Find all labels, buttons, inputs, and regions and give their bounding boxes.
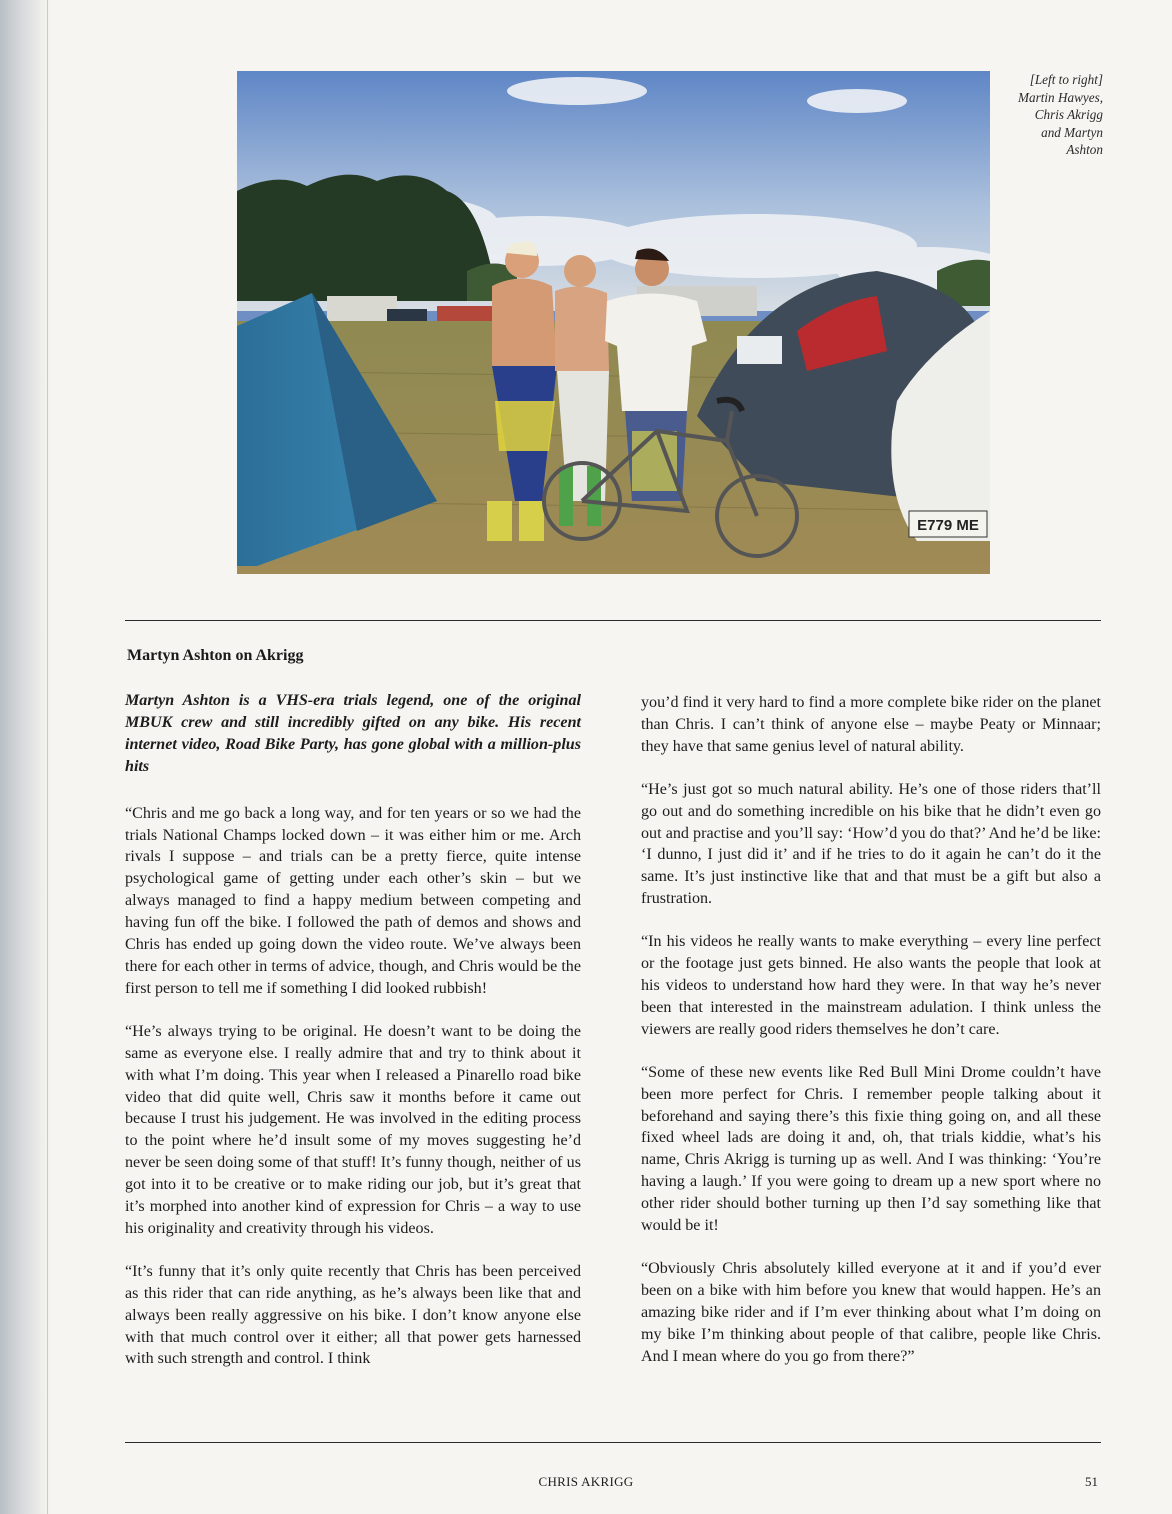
body-paragraph: “In his videos he really wants to make everything – every line perfect or the footage just gets binned. He also wants the people that look at his videos to understand how hard they were. In that way he’s never been that interested in the mainstream adulation. I think unless the viewers are really good riders themselves he don’t care. bbox=[641, 933, 1101, 1038]
photo-caption bbox=[963, 71, 1103, 159]
running-footer-title: CHRIS AKRIGG bbox=[538, 1474, 634, 1489]
body-paragraph: “It’s funny that it’s only quite recently that Chris has been perceived as this rider that can ride anything, as he’s always been like that and always been really aggressive on his bike. I don’t know anyone else with that much control over it either; all that power gets harnessed with such strength and control. I think bbox=[125, 1262, 581, 1368]
caption-line: [Left to right] bbox=[1029, 72, 1103, 87]
caption-line: and Martyn bbox=[1041, 124, 1103, 140]
body-paragraph: “Obviously Chris absolutely killed everyone at it and if you’d ever been on a bike with him before you knew that would happen. He’s an amazing bike rider and if I’m ever thinking about what I’m doing on my bike I’m thinking about people of that calibre, people like Chris. And I mean where do you go from there?” bbox=[641, 1259, 1101, 1365]
body-paragraph: “He’s just got so much natural ability. He’s one of those riders that’ll go out and do something incredible on his bike that he didn’t even go out and practise and you’ll say: ‘How’d you do that?’ And he’d be like: ‘I dunno, I just did it’ and if he tries to do it again he can’t do it the same. It’s just instinctive like that and that must be a gift but also a frustration. bbox=[641, 780, 1101, 908]
caption-line: Chris Akrigg bbox=[1034, 107, 1103, 122]
intro-paragraph: Martyn Ashton is a VHS-era trials legend, one of the original MBUK crew and still incredibly gifted on any bike. His recent internet video, Road Bike Party, has gone global with a million-plus hits bbox=[125, 692, 581, 775]
section-heading: Martyn Ashton on Akrigg bbox=[127, 647, 304, 664]
right-column bbox=[641, 692, 1101, 1388]
license-plate: E779 ME bbox=[917, 517, 979, 534]
body-paragraph: “Chris and me go back a long way, and for ten years or so we had the trials National Champs locked down – it was either him or me. Arch rivals I suppose – and trials can be a pretty fierce, quite intense psychological game of getting under each other’s skin – but we always managed to find a happy medium between competing and having fun off the bike. I followed the path of demos and shows and Chris has ended up going down the video route. We’ve always been there for each other in terms of advice, though, and Chris would be the first person to tell me if something I did looked rubbish! bbox=[125, 804, 581, 997]
top-divider bbox=[125, 620, 1101, 621]
body-paragraph: “Some of these new events like Red Bull Mini Drome couldn’t have been more perfect for Chris. I remember people talking about it beforehand and saying there’s this fixie thing going on, and all these fixed wheel lads are doing it and, oh, that trials kiddie, what’s his name, Chris Akrigg is turning up as well. And I was thinking: ‘You’re having a laugh.’ If you were going to dream up a new sport where no other rider should bother turning up then I’d say something like that would be it! bbox=[641, 1063, 1101, 1235]
caption-line: Ashton bbox=[1066, 142, 1103, 157]
book-gutter bbox=[0, 0, 52, 1514]
photo-riders-at-campsite bbox=[237, 71, 990, 574]
page-number: 51 bbox=[1085, 1474, 1098, 1489]
left-column bbox=[125, 690, 581, 1391]
body-paragraph: “He’s always trying to be original. He doesn’t want to be doing the same as everyone else. I really admire that and try to think about it with what I’m doing. This year when I released a Pinarello road bike video that did quite well, Chris saw it months before it came out because I trust his judgement. He was involved in the editing process to the point where he’d insult some of my moves suggesting he’d never be seen doing some of that stuff! It’s funny though, neither of us got into it to be creative or to make riding our job, but it’s great that it’s morphed into another kind of expression for Chris – a way to use his originality and creativity through his videos. bbox=[125, 1022, 581, 1237]
bottom-divider bbox=[125, 1442, 1101, 1443]
body-paragraph: you’d find it very hard to find a more complete bike rider on the planet than Chris. I can’t think of anyone else – maybe Peaty or Minnaar; they have that same genius level of natural ability. bbox=[641, 694, 1101, 755]
caption-line: Martin Hawyes, bbox=[1018, 89, 1103, 105]
